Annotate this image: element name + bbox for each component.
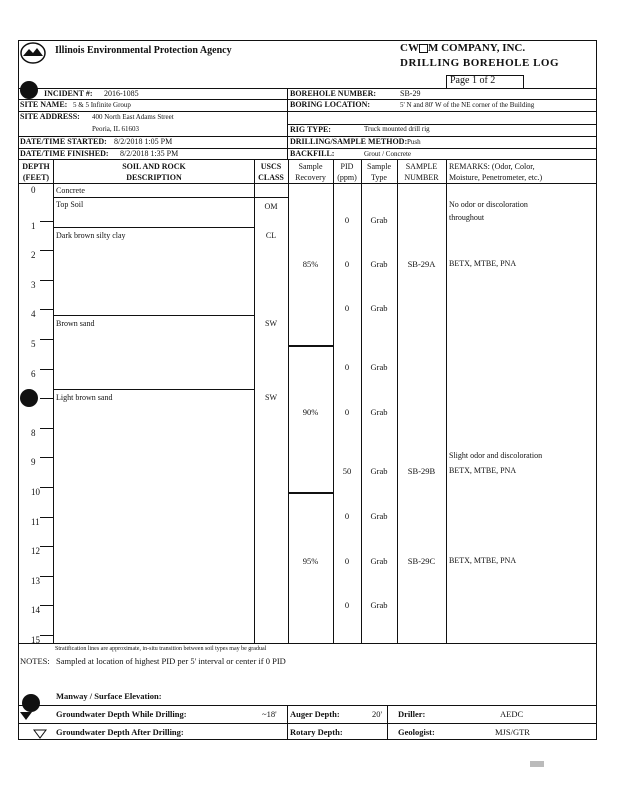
remark-3b: BETX, MTBE, PNA [449, 466, 517, 475]
sample-number: SB-29B [407, 466, 436, 476]
sample-pid: 0 [344, 600, 350, 610]
remark-4: BETX, MTBE, PNA [449, 556, 517, 565]
col-uscs-header: USCS CLASS [258, 162, 284, 182]
gw-after-label: Groundwater Depth After Drilling: [56, 727, 184, 737]
depth-tick-label: 1 [31, 220, 36, 231]
page-number: Page 1 of 2 [450, 75, 496, 86]
depth-tick-label: 13 [31, 575, 40, 586]
groundwater-after-icon [33, 726, 45, 735]
gw-drilling-label: Groundwater Depth While Drilling: [56, 709, 187, 719]
uscs-brown-sand: SW [265, 319, 277, 328]
sample-pid: 0 [344, 215, 350, 225]
company-name: CW M COMPANY, INC. [400, 42, 526, 54]
backfill-value: Grout / Concrete [364, 150, 412, 158]
uscs-topsoil: OM [264, 202, 278, 211]
log-title: DRILLING BOREHOLE LOG [400, 57, 560, 69]
depth-tick-mark [40, 221, 53, 222]
depth-tick-label: 0 [31, 185, 36, 195]
sample-type: Grab [370, 466, 388, 476]
recovery-1: 85% [302, 259, 319, 269]
sample-type: Grab [370, 511, 388, 521]
rotary-label: Rotary Depth: [290, 727, 343, 737]
incident-label: INCIDENT #: [44, 89, 93, 98]
method-label: DRILLING/SAMPLE METHOD: [290, 137, 408, 146]
finished-value: 8/2/2018 1:35 PM [120, 149, 179, 158]
soil-layer-silty-clay: Dark brown silty clay [56, 231, 126, 240]
depth-tick-label: 6 [31, 368, 36, 379]
sample-type: Grab [370, 259, 388, 269]
auger-value: 20' [372, 709, 383, 719]
iepa-logo [20, 42, 46, 64]
sample-number: SB-29A [407, 259, 436, 269]
sample-type: Grab [370, 407, 388, 417]
depth-tick-mark [40, 398, 53, 399]
depth-tick-mark [40, 457, 53, 458]
depth-tick-mark [40, 605, 53, 606]
sample-pid: 0 [344, 259, 350, 269]
depth-tick-mark [40, 517, 53, 518]
depth-tick-label: 4 [31, 309, 36, 320]
site-name-value: 5 & 5 Infinite Group [73, 101, 131, 109]
groundwater-drilling-icon [20, 712, 32, 720]
site-address-label: SITE ADDRESS: [20, 112, 80, 121]
sample-pid: 0 [344, 556, 350, 566]
stratification-note: Stratification lines are approximate, in-situ transition between soil types may be gradual [55, 646, 267, 652]
hole-punch-1 [20, 81, 38, 99]
sample-type: Grab [370, 303, 388, 313]
col-number-header: SAMPLE NUMBER [404, 162, 439, 182]
auger-label: Auger Depth: [290, 709, 340, 719]
depth-tick-mark [40, 369, 53, 370]
driller-value: AEDC [500, 709, 524, 719]
notes-value: Sampled at location of highest PID per 5' interval or center if 0 PID [56, 656, 286, 666]
depth-tick-mark [40, 309, 53, 310]
depth-tick-mark [40, 635, 53, 636]
sample-type: Grab [370, 362, 388, 372]
depth-tick-mark [40, 250, 53, 251]
sample-pid: 0 [344, 303, 350, 313]
remark-2: BETX, MTBE, PNA [449, 259, 517, 268]
depth-tick-mark [40, 487, 53, 488]
soil-layer-light-brown-sand: Light brown sand [56, 393, 113, 402]
started-label: DATE/TIME STARTED: [20, 137, 107, 146]
geologist-value: MJS/GTR [495, 727, 530, 737]
site-name-label: SITE NAME: [20, 100, 68, 109]
depth-tick-mark [40, 280, 53, 281]
geologist-label: Geologist: [398, 727, 435, 737]
soil-layer-brown-sand: Brown sand [56, 319, 95, 328]
sample-pid: 0 [344, 407, 350, 417]
company-logo-mark-icon [419, 44, 428, 53]
remark-3a: Slight odor and discoloration [449, 451, 543, 460]
recovery-2: 90% [302, 407, 319, 417]
col-soil-header: SOIL AND ROCK DESCRIPTION [122, 162, 186, 182]
depth-tick-label: 8 [31, 427, 36, 438]
remark-1b: throughout [449, 213, 485, 222]
scan-stamp [530, 761, 544, 767]
boring-location-value: 5' N and 80' W of the NE corner of the Building [400, 101, 535, 109]
rig-type-value: Truck mounted drill rig [364, 125, 430, 133]
site-address-line2: Peoria, IL 61603 [92, 125, 139, 133]
depth-tick-label: 9 [31, 457, 36, 468]
depth-tick-mark [40, 576, 53, 577]
incident-value: 2016-1085 [104, 89, 139, 98]
depth-tick-label: 7 [31, 398, 36, 409]
agency-name: Illinois Environmental Protection Agency [55, 45, 232, 56]
soil-layer-concrete: Concrete [56, 186, 85, 195]
hole-punch-3 [22, 694, 40, 712]
finished-label: DATE/TIME FINISHED: [20, 149, 109, 158]
soil-layer-topsoil: Top Soil [56, 200, 84, 209]
depth-tick-label: 5 [31, 339, 36, 349]
depth-tick-label: 3 [31, 279, 36, 290]
sample-type: Grab [370, 600, 388, 610]
borehole-value: SB-29 [400, 89, 421, 98]
uscs-silty-clay: CL [265, 231, 277, 240]
depth-tick-mark [40, 428, 53, 429]
col-type-header: Sample Type [367, 162, 391, 182]
gw-drilling-value: ~18' [262, 709, 277, 719]
sample-pid: 0 [344, 511, 350, 521]
depth-tick-label: 15 [31, 635, 40, 645]
method-value: Push [407, 138, 421, 146]
depth-tick-mark [40, 546, 53, 547]
depth-tick-label: 11 [31, 516, 40, 527]
site-address-line1: 400 North East Adams Street [92, 113, 174, 121]
backfill-label: BACKFILL: [290, 149, 335, 158]
col-pid-header: PID (ppm) [337, 162, 357, 182]
col-remarks-header: REMARKS: (Odor, Color, Moisture, Penetrometer, etc.) [449, 162, 543, 182]
sample-type: Grab [370, 215, 388, 225]
driller-label: Driller: [398, 709, 426, 719]
recovery-3: 95% [302, 556, 319, 566]
sample-pid: 0 [344, 362, 350, 372]
depth-tick-mark [40, 339, 53, 340]
uscs-light-brown-sand: SW [265, 393, 277, 402]
depth-tick-label: 12 [31, 546, 40, 557]
manway-label: Manway / Surface Elevation: [56, 691, 162, 701]
started-value: 8/2/2018 1:05 PM [114, 137, 173, 146]
depth-tick-label: 2 [31, 250, 36, 261]
depth-tick-label: 14 [31, 605, 40, 616]
remark-1a: No odor or discoloration [449, 200, 528, 209]
sample-pid: 50 [342, 466, 352, 476]
sample-type: Grab [370, 556, 388, 566]
sample-number: SB-29C [407, 556, 436, 566]
col-depth-header: DEPTH (FEET) [22, 162, 50, 182]
notes-label: NOTES: [20, 656, 50, 666]
borehole-label: BOREHOLE NUMBER: [290, 89, 377, 98]
rig-type-label: RIG TYPE: [290, 125, 331, 134]
boring-location-label: BORING LOCATION: [290, 100, 371, 109]
col-recovery-header: Sample Recovery [295, 162, 326, 182]
depth-tick-label: 10 [31, 487, 40, 497]
